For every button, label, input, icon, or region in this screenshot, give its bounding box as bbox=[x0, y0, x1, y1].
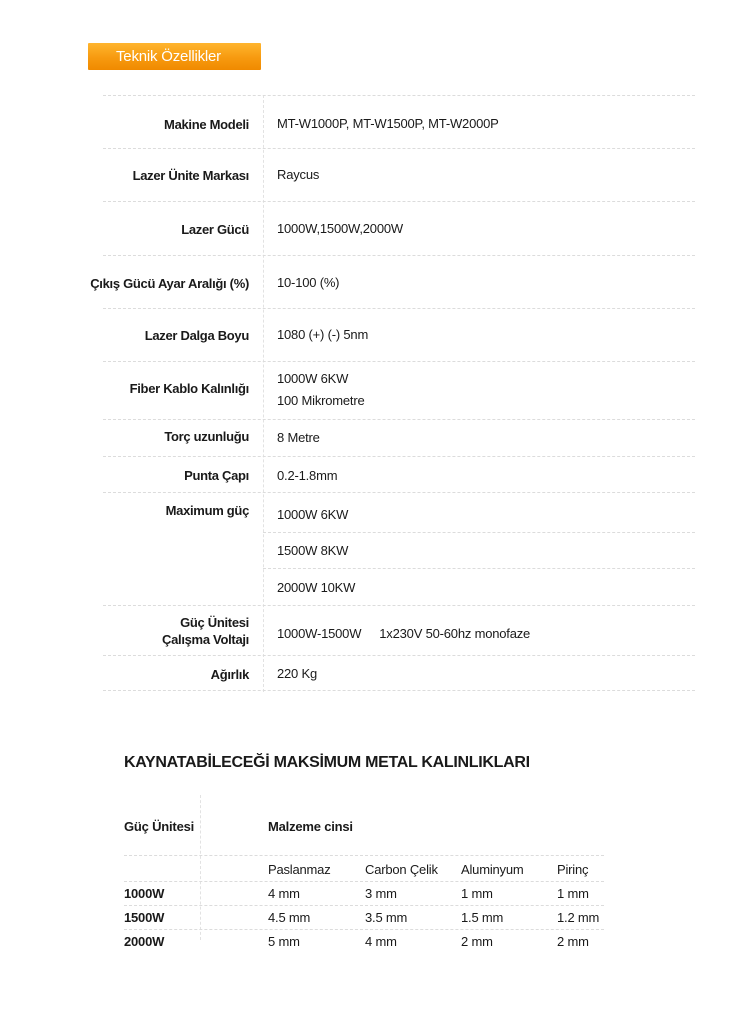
spec-value-torch: 8 Metre bbox=[277, 430, 320, 445]
row-divider bbox=[124, 855, 604, 856]
row-divider bbox=[103, 255, 695, 256]
spec-label-max-power: Maximum güç bbox=[165, 503, 249, 518]
spec-label-wavelength: Lazer Dalga Boyu bbox=[144, 328, 249, 343]
row-divider bbox=[124, 905, 604, 906]
weld-header-material: Malzeme cinsi bbox=[268, 819, 353, 834]
row-divider bbox=[263, 532, 695, 533]
weld-cell: 1.2 mm bbox=[557, 910, 600, 925]
row-divider bbox=[103, 605, 695, 606]
spec-label-voltage-1: Güç Ünitesi bbox=[180, 615, 249, 630]
row-divider bbox=[103, 148, 695, 149]
weld-cell: 5 mm bbox=[268, 934, 300, 949]
spec-value-fiber-1: 1000W 6KW bbox=[277, 371, 349, 386]
spec-label-power: Lazer Gücü bbox=[181, 222, 249, 237]
spec-value-max-3: 2000W 10KW bbox=[277, 580, 356, 595]
weld-row-unit: 1500W bbox=[124, 910, 165, 925]
row-divider bbox=[124, 929, 604, 930]
weld-cell: 4 mm bbox=[268, 886, 300, 901]
spec-value-max-1: 1000W 6KW bbox=[277, 507, 349, 522]
weld-column-divider bbox=[200, 795, 201, 940]
weld-material-aluminum: Aluminyum bbox=[461, 862, 524, 877]
row-divider bbox=[103, 95, 695, 96]
weld-material-carbon-steel: Carbon Çelik bbox=[365, 862, 438, 877]
row-divider bbox=[103, 308, 695, 309]
weld-cell: 3.5 mm bbox=[365, 910, 408, 925]
weld-header-unit: Güç Ünitesi bbox=[124, 819, 195, 834]
spec-label-fiber: Fiber Kablo Kalınlığı bbox=[129, 381, 249, 396]
spec-value-weight: 220 Kg bbox=[277, 666, 318, 681]
spec-value-range: 10-100 (%) bbox=[277, 275, 340, 290]
row-divider bbox=[103, 492, 695, 493]
weld-cell: 1 mm bbox=[557, 886, 589, 901]
spec-value-tip: 0.2-1.8mm bbox=[277, 468, 338, 483]
weld-section-title: KAYNATABİLECEĞİ MAKSİMUM METAL KALINLIKLARI bbox=[124, 754, 530, 771]
spec-value-voltage bbox=[277, 624, 530, 644]
row-divider bbox=[103, 361, 695, 362]
spec-value-model: MT-W1000P, MT-W1500P, MT-W2000P bbox=[277, 116, 499, 131]
spec-value-max-2: 1500W 8KW bbox=[277, 543, 349, 558]
spec-label-weight: Ağırlık bbox=[210, 667, 249, 682]
spec-value-power: 1000W,1500W,2000W bbox=[277, 221, 403, 236]
spec-label-brand: Lazer Ünite Markası bbox=[132, 168, 249, 183]
spec-label-range: Çıkış Gücü Ayar Aralığı (%) bbox=[90, 276, 249, 291]
row-divider bbox=[263, 568, 695, 569]
spec-label-torch: Torç uzunluğu bbox=[164, 429, 249, 444]
spec-value-fiber-2: 100 Mikrometre bbox=[277, 393, 365, 408]
weld-cell: 4.5 mm bbox=[268, 910, 311, 925]
row-divider bbox=[103, 655, 695, 656]
weld-material-brass: Pirinç bbox=[557, 862, 589, 877]
weld-cell: 1.5 mm bbox=[461, 910, 504, 925]
spec-label-model: Makine Modeli bbox=[164, 117, 249, 132]
weld-cell: 2 mm bbox=[557, 934, 589, 949]
row-divider bbox=[103, 690, 695, 691]
spec-value-brand: Raycus bbox=[277, 167, 320, 182]
spec-column-divider bbox=[263, 95, 264, 692]
row-divider bbox=[103, 419, 695, 420]
spec-value-voltage-supply: 1x230V 50-60hz monofaze bbox=[379, 626, 531, 641]
row-divider bbox=[103, 201, 695, 202]
weld-cell: 3 mm bbox=[365, 886, 397, 901]
section-badge: Teknik Özellikler bbox=[88, 43, 261, 70]
weld-cell: 1 mm bbox=[461, 886, 493, 901]
spec-label-voltage-2: Çalışma Voltajı bbox=[161, 632, 249, 647]
spec-value-voltage-range: 1000W-1500W bbox=[277, 626, 362, 641]
weld-row-unit: 1000W bbox=[124, 886, 165, 901]
spec-label-tip: Punta Çapı bbox=[184, 468, 249, 483]
spec-value-wavelength: 1080 (+) (-) 5nm bbox=[277, 327, 369, 342]
weld-cell: 4 mm bbox=[365, 934, 397, 949]
weld-cell: 2 mm bbox=[461, 934, 493, 949]
weld-material-stainless: Paslanmaz bbox=[268, 862, 331, 877]
weld-row-unit: 2000W bbox=[124, 934, 165, 949]
row-divider bbox=[103, 456, 695, 457]
row-divider bbox=[124, 881, 604, 882]
